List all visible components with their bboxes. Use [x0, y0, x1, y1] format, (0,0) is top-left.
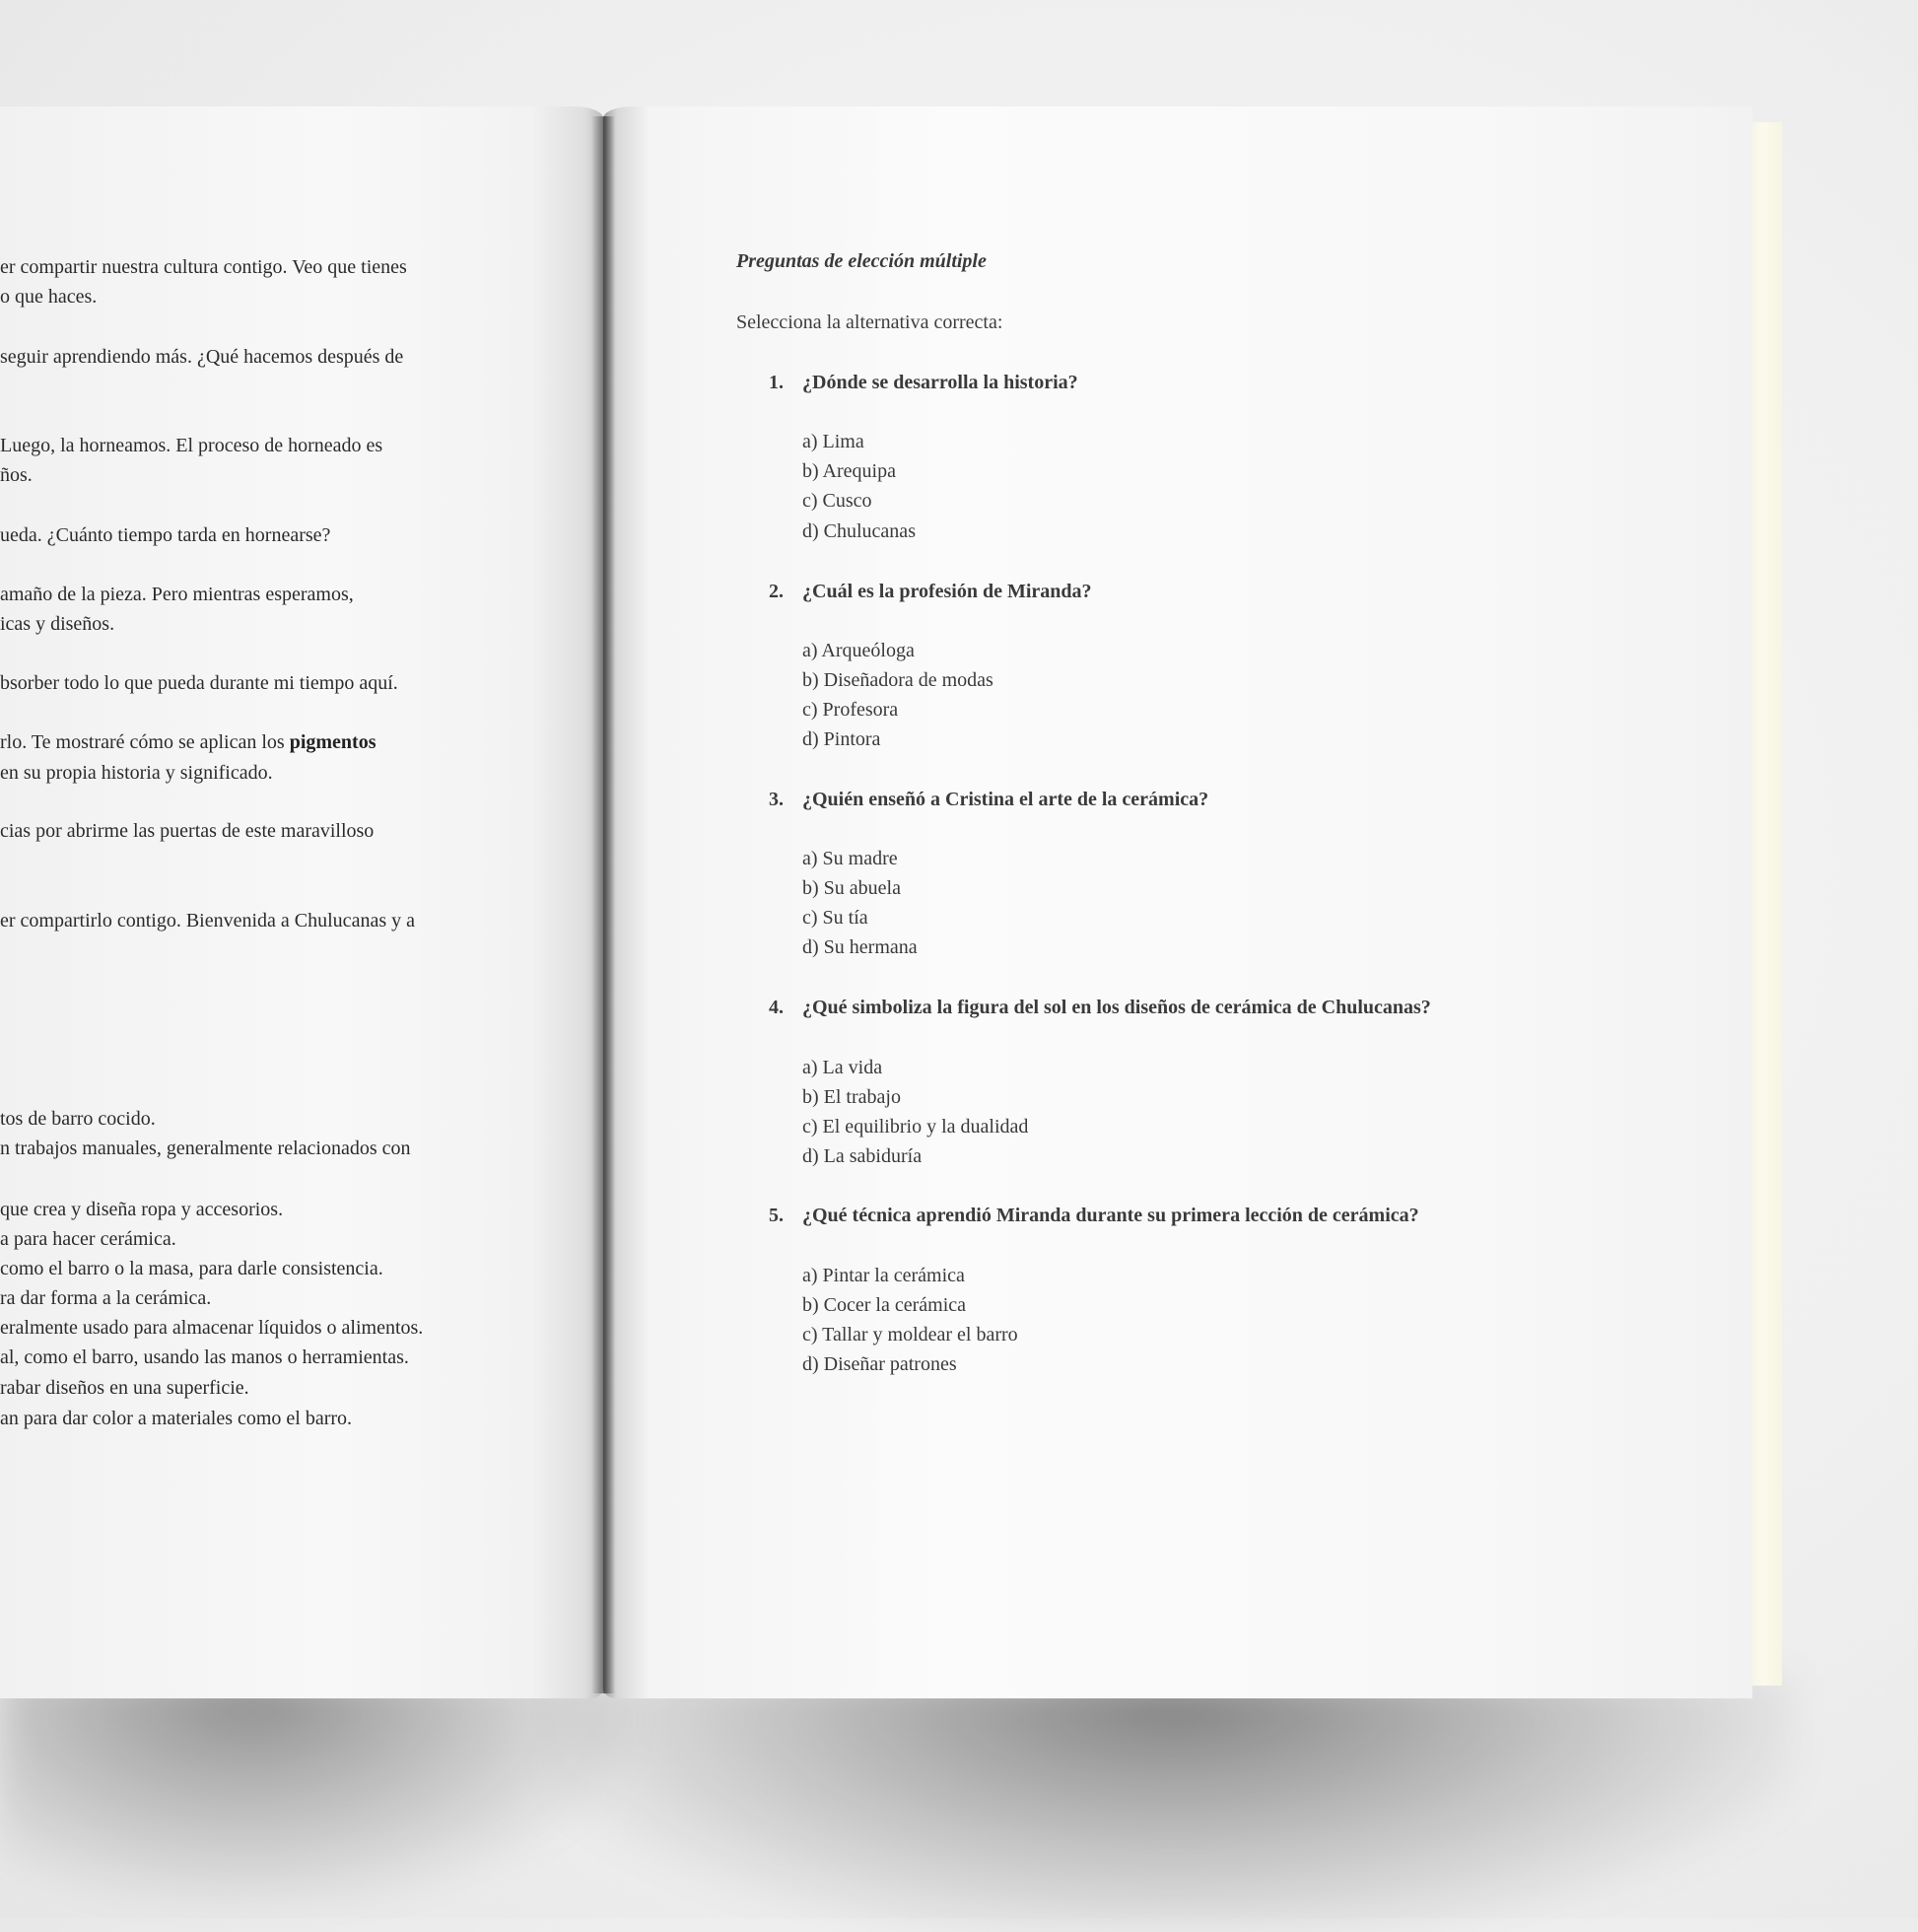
question-text: ¿Qué técnica aprendió Miranda durante su primera lección de cerámica?: [802, 1205, 1419, 1226]
glossary-line: an para dar color a materiales como el barro.: [0, 1408, 353, 1429]
left-line: er compartir nuestra cultura contigo. Veo que tienes: [0, 256, 407, 278]
quiz: [603, 106, 1752, 1698]
quiz-instruction: Selecciona la alternativa correcta:: [736, 311, 1003, 333]
option: b) Su abuela: [802, 877, 901, 899]
option: b) Diseñadora de modas: [802, 669, 993, 691]
book-shadow-right: [552, 1676, 1794, 1932]
glossary-line: eralmente usado para almacenar líquidos o alimentos.: [0, 1317, 424, 1339]
left-line: ueda. ¿Cuánto tiempo tarda en hornearse?: [0, 524, 331, 546]
question-1: [769, 372, 1078, 394]
option: d) La sabiduría: [802, 1145, 923, 1167]
option: a) Lima: [802, 431, 864, 452]
right-page: [603, 106, 1752, 1698]
left-page-text: [0, 106, 603, 1698]
left-line: er compartirlo contigo. Bienvenida a Chulucanas y a: [0, 910, 415, 932]
option: a) Pintar la cerámica: [802, 1265, 965, 1286]
left-line: seguir aprendiendo más. ¿Qué hacemos después de: [0, 346, 404, 368]
question-number: 3.: [769, 789, 784, 810]
left-line: ños.: [0, 464, 33, 486]
glossary-line: tos de barro cocido.: [0, 1108, 156, 1130]
option: c) Su tía: [802, 907, 868, 929]
question-text: ¿Cuál es la profesión de Miranda?: [802, 581, 1092, 602]
option: c) El equilibrio y la dualidad: [802, 1116, 1029, 1138]
option: c) Cusco: [802, 490, 872, 512]
question-2: [769, 581, 1092, 603]
option: a) La vida: [802, 1057, 883, 1078]
question-number: 4.: [769, 997, 784, 1018]
bold-term: pigmentos: [289, 731, 377, 753]
question-text: ¿Qué simboliza la figura del sol en los diseños de cerámica de Chulucanas?: [802, 997, 1431, 1018]
glossary-line: n trabajos manuales, generalmente relacionados con: [0, 1138, 411, 1159]
option: b) Cocer la cerámica: [802, 1294, 967, 1316]
option: a) Su madre: [802, 848, 898, 869]
question-number: 2.: [769, 581, 784, 602]
glossary-line: que crea y diseña ropa y accesorios.: [0, 1199, 284, 1220]
option: d) Su hermana: [802, 936, 918, 958]
option: b) El trabajo: [802, 1086, 901, 1108]
left-line: Luego, la horneamos. El proceso de horneado es: [0, 435, 383, 456]
left-line: o que haces.: [0, 286, 98, 308]
question-text: ¿Dónde se desarrolla la historia?: [802, 372, 1078, 393]
option: b) Arequipa: [802, 460, 896, 482]
option: d) Pintora: [802, 728, 881, 750]
option: a) Arqueóloga: [802, 640, 915, 661]
glossary-line: al, como el barro, usando las manos o herramientas.: [0, 1346, 409, 1368]
question-text: ¿Quién enseñó a Cristina el arte de la cerámica?: [802, 789, 1209, 810]
quiz-heading: Preguntas de elección múltiple: [736, 250, 987, 272]
left-line: icas y diseños.: [0, 613, 115, 635]
option: d) Diseñar patrones: [802, 1353, 957, 1375]
question-4: [769, 997, 1431, 1019]
left-page: [0, 106, 603, 1698]
question-3: [769, 789, 1208, 811]
left-line: cias por abrirme las puertas de este maravilloso: [0, 820, 375, 842]
glossary-line: rabar diseños en una superficie.: [0, 1377, 249, 1399]
left-line: en su propia historia y significado.: [0, 762, 273, 784]
question-5: [769, 1205, 1419, 1227]
left-line: amaño de la pieza. Pero mientras esperamos,: [0, 584, 354, 605]
option: c) Tallar y moldear el barro: [802, 1324, 1018, 1346]
question-number: 1.: [769, 372, 784, 393]
book-spine: [591, 116, 615, 1693]
glossary-line: como el barro o la masa, para darle consistencia.: [0, 1258, 383, 1279]
glossary-line: ra dar forma a la cerámica.: [0, 1287, 212, 1309]
left-line-text: rlo. Te mostraré cómo se aplican los: [0, 731, 290, 753]
left-line: bsorber todo lo que pueda durante mi tiempo aquí.: [0, 672, 398, 694]
option: d) Chulucanas: [802, 520, 916, 542]
question-number: 5.: [769, 1205, 784, 1226]
left-line-with-term: [0, 731, 377, 754]
option: c) Profesora: [802, 699, 899, 721]
book-shadow-left: [0, 1676, 631, 1902]
glossary-line: a para hacer cerámica.: [0, 1228, 176, 1250]
